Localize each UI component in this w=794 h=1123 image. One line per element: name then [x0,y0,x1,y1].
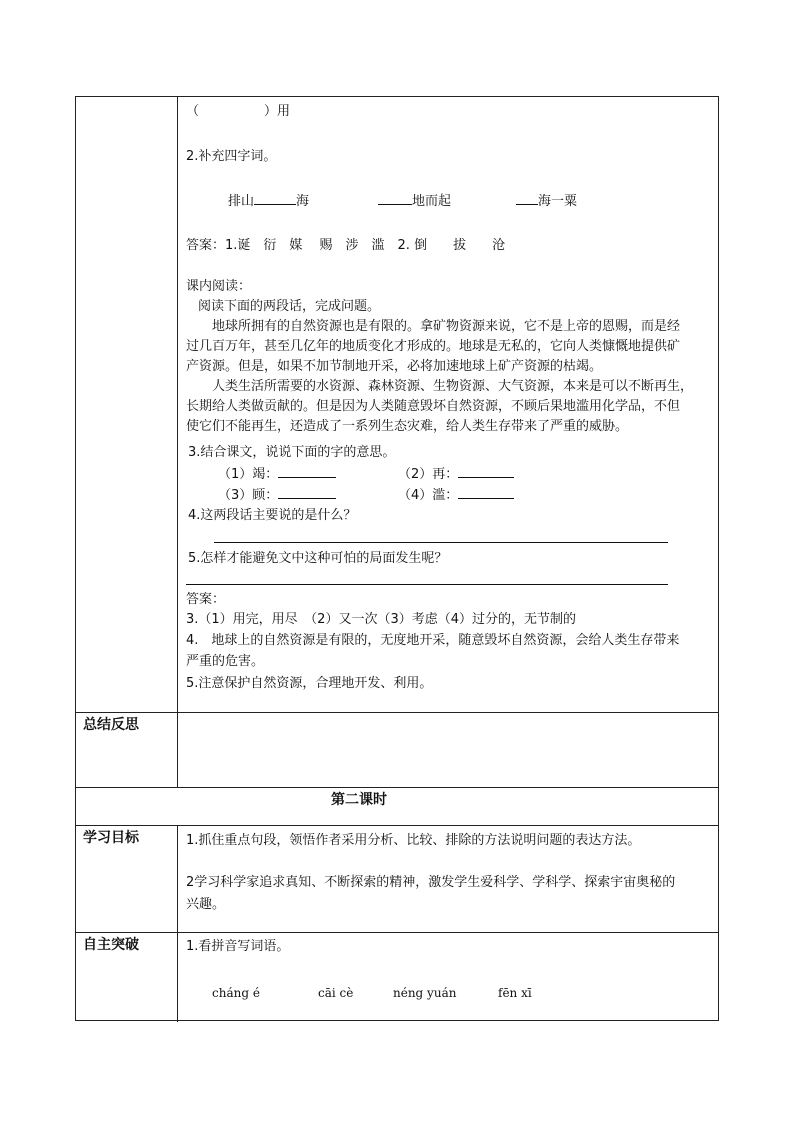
row-divider [76,787,718,788]
q3-item: （3）顾： [218,486,336,505]
answer-line[interactable] [214,542,668,543]
q3-item: （1）竭： [218,465,336,484]
answer-5: 5.注意保护自然资源，合理地开发、利用。 [186,676,433,691]
paragraph-2-line: 使它们不能再生，还造成了一系列生态灾难，给人类生存带来了严重的威胁。 [186,419,629,434]
summary-label: 总结反思 [83,717,139,733]
reading-instruction: 阅读下面的两段话，完成问题。 [198,299,381,314]
paragraph-1-line: 地球所拥有的自然资源也是有限的。拿矿物资源来说，它不是上帝的恩赐，而是经 [212,319,681,334]
answer-4-line: 4. 地球上的自然资源是有限的，无度地开采，随意毁坏自然资源，会给人类生存带来 [186,633,680,648]
column-divider [177,825,178,1022]
idiom-fill-2: 地而起 [378,192,451,211]
question-4: 4.这两段话主要说的是什么？ [188,508,357,523]
paragraph-1-line: 过几百万年，甚至几亿年的地质变化才形成的。地球是无私的，它向人类慷慨地提供矿 [186,339,681,354]
blank-line[interactable] [458,486,514,499]
q3-item: （2）再： [398,465,514,484]
pinyin-word: cāi cè [318,986,354,1000]
row-divider [76,712,718,713]
blank-line[interactable] [278,465,336,478]
answer-3: 3.（1）用完，用尽 （2）又一次（3）考虑（4）过分的，无节制的 [186,612,576,627]
self-study-label: 自主突破 [83,937,139,953]
self-question-1: 1.看拼音写词语。 [186,939,290,954]
blank-line[interactable] [378,192,412,205]
blank-line[interactable] [458,465,514,478]
answers-title: 答案： [186,592,226,607]
question-2: 2.补充四字词。 [186,149,277,164]
pinyin-word: cháng é [212,986,260,1000]
answer-line[interactable] [186,584,668,585]
goal-line: 2学习科学家追求真知、不断探索的精神，激发学生爱科学、学科学、探索宇宙奥秘的 [186,875,676,890]
q3-item: （4）滥： [398,486,514,505]
row-divider [76,932,718,933]
blank-line[interactable] [278,486,336,499]
goal-line: 兴趣。 [186,897,226,912]
pinyin-word: fēn xī [498,986,532,1000]
blank-line[interactable] [516,192,538,205]
goals-label: 学习目标 [83,830,139,846]
bracket-line: （ ）用 [186,104,291,119]
column-divider [177,97,178,787]
reading-title: 课内阅读： [186,279,252,294]
idiom-fill-1: 排山 海 [228,194,310,209]
paragraph-1-line: 产资源。但是，如果不加节制地开采，必将加速地球上矿产资源的枯竭。 [186,359,603,374]
answer-4-line: 严重的危害。 [186,654,265,669]
row-divider [76,825,718,826]
blank-line[interactable] [254,192,296,205]
question-5: 5.怎样才能避免文中这种可怕的局面发生呢？ [188,551,448,566]
pinyin-word: néng yuán [393,986,457,1000]
lesson2-title: 第二课时 [331,792,387,808]
paragraph-2-line: 长期给人类做贡献的。但是因为人类随意毁坏自然资源，不顾后果地滥用化学品，不但 [186,399,681,414]
paragraph-2-line: 人类生活所需要的水资源、森林资源、生物资源、大气资源，本来是可以不断再生， [212,379,694,394]
idiom-fill-3: 海一粟 [516,192,577,211]
goal-line: 1.抓住重点句段，领悟作者采用分析、比较、排除的方法说明问题的表达方法。 [186,833,641,848]
question-3: 3.结合课文，说说下面的字的意思。 [188,445,396,460]
answer-line-1: 答案：1.诞 衍 媒 赐 涉 滥 2. 倒 拔 沧 [186,238,506,253]
